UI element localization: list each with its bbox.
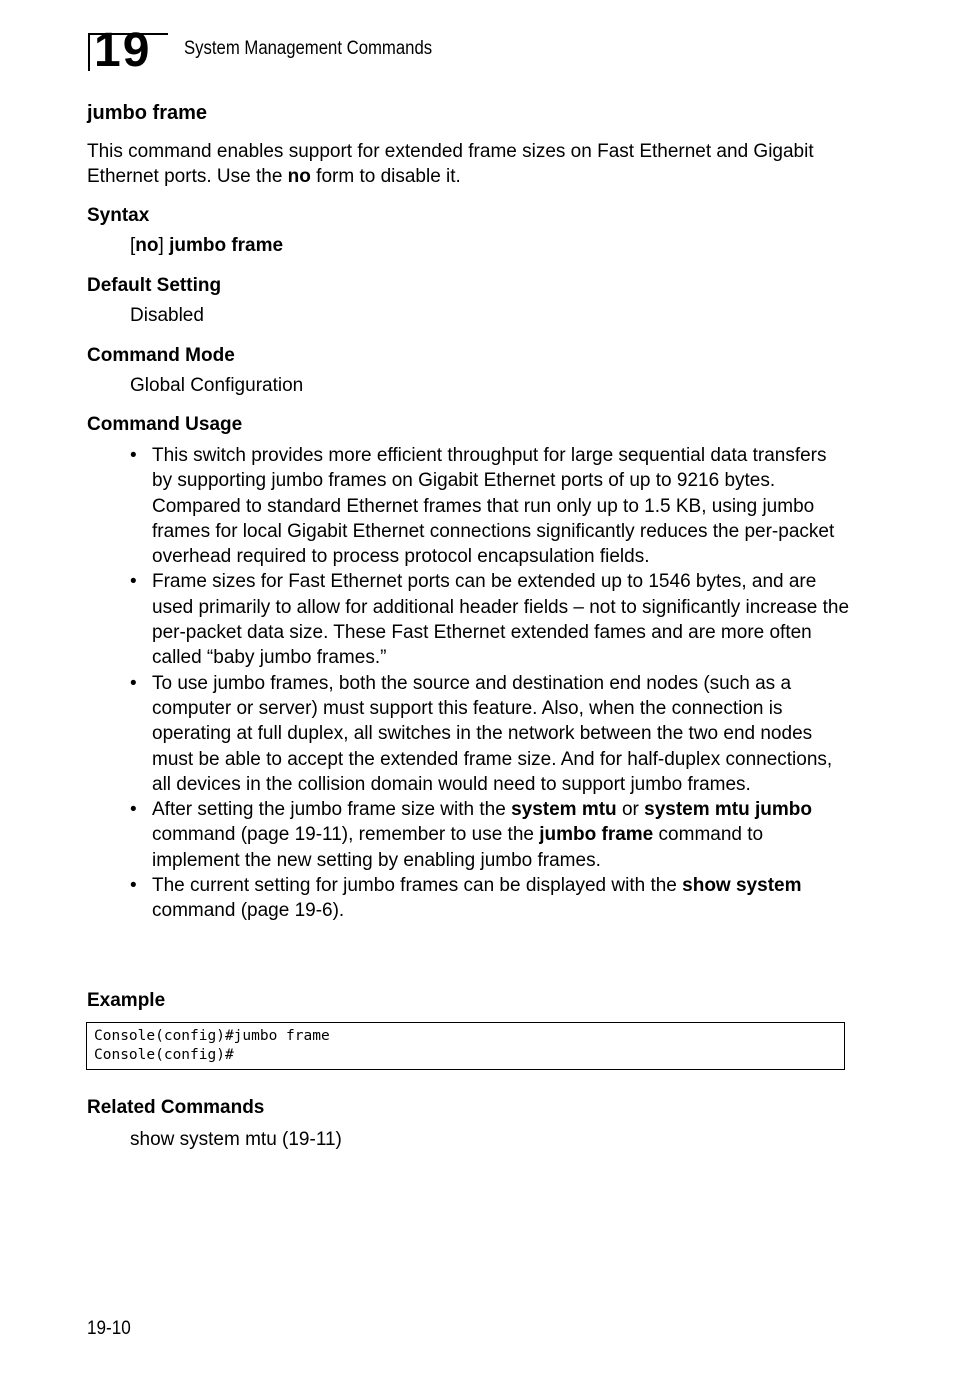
intro-text-2: form to disable it. bbox=[310, 166, 461, 187]
bullet-text: The current setting for jumbo frames can be displayed with the bbox=[152, 875, 683, 897]
bullet-text: command (page 19-11), remember to use the bbox=[152, 824, 540, 846]
chapter-number: 19 bbox=[94, 24, 152, 77]
bullet-text: After setting the jumbo frame size with the bbox=[152, 799, 512, 821]
usage-bullet: • This switch provides more efficient throughput for large sequential data transfers by supporting jumbo frames on Gigabit Ethernet ports of up to 9216 bytes. Compared to standard Ethernet frames that run only up to 1.5 KB, using jumbo frames for local Gigabit Ethernet connections significantly reduces the per-packet overhead required to process protocol encapsulation fields. bbox=[130, 443, 850, 569]
related-command-link: show system mtu (19-11) bbox=[130, 1129, 342, 1150]
example-heading: Example bbox=[87, 990, 166, 1011]
command-title: jumbo frame bbox=[87, 102, 208, 124]
usage-bullet: • Frame sizes for Fast Ethernet ports can be extended up to 1546 bytes, and are used primarily to allow for additional header fields – not to significantly increase the per-packet data size. These Fast Ethernet extended fames and are more often called “baby jumbo frames.” bbox=[130, 569, 850, 670]
syntax-heading: Syntax bbox=[87, 205, 150, 226]
bullet-bold: jumbo frame bbox=[539, 824, 654, 846]
command-mode-value: Global Configuration bbox=[130, 375, 304, 396]
command-mode-heading: Command Mode bbox=[87, 345, 235, 366]
syntax-command: jumbo frame bbox=[169, 235, 284, 256]
intro-text-1: This command enables support for extended frame sizes on Fast Ethernet and Gigabit Ethernet ports. Use the bbox=[87, 141, 814, 187]
bullet-bold: system mtu bbox=[511, 799, 617, 821]
bullet-bold: show system bbox=[682, 875, 802, 897]
default-setting-value: Disabled bbox=[130, 305, 204, 326]
usage-bullet: • To use jumbo frames, both the source and destination end nodes (such as a computer or server) must support this feature. Also, when the connection is operating at full duplex, all switches in the network between the two end nodes must be able to accept the extended frame size. And for half-duplex connections, all devices in the collision domain would need to support jumbo frames. bbox=[130, 671, 850, 797]
example-code-block bbox=[86, 1022, 845, 1070]
code-line: Console(config)# bbox=[94, 1047, 234, 1063]
usage-bullet-list bbox=[130, 443, 850, 924]
command-description bbox=[87, 139, 847, 189]
usage-bullet bbox=[130, 797, 850, 873]
page-number: 19-10 bbox=[87, 1318, 131, 1339]
intro-bold-no: no bbox=[287, 166, 311, 187]
default-setting-heading: Default Setting bbox=[87, 275, 222, 296]
command-usage-heading: Command Usage bbox=[87, 414, 243, 435]
bullet-bold: system mtu jumbo bbox=[644, 799, 812, 821]
bullet-text: command to implement the new setting by enabling jumbo frames. bbox=[152, 824, 764, 871]
syntax-no: no bbox=[135, 235, 159, 256]
syntax-bracket-close: ] bbox=[158, 235, 170, 256]
syntax-line bbox=[130, 235, 283, 257]
usage-bullet bbox=[130, 873, 850, 924]
bullet-text: command (page 19-6). bbox=[152, 900, 345, 922]
running-header: System Management Commands bbox=[184, 38, 433, 59]
related-commands-heading: Related Commands bbox=[87, 1097, 265, 1118]
syntax-bracket-open: [ bbox=[130, 235, 136, 256]
code-line: Console(config)#jumbo frame bbox=[94, 1028, 330, 1044]
bullet-text: or bbox=[616, 799, 645, 821]
